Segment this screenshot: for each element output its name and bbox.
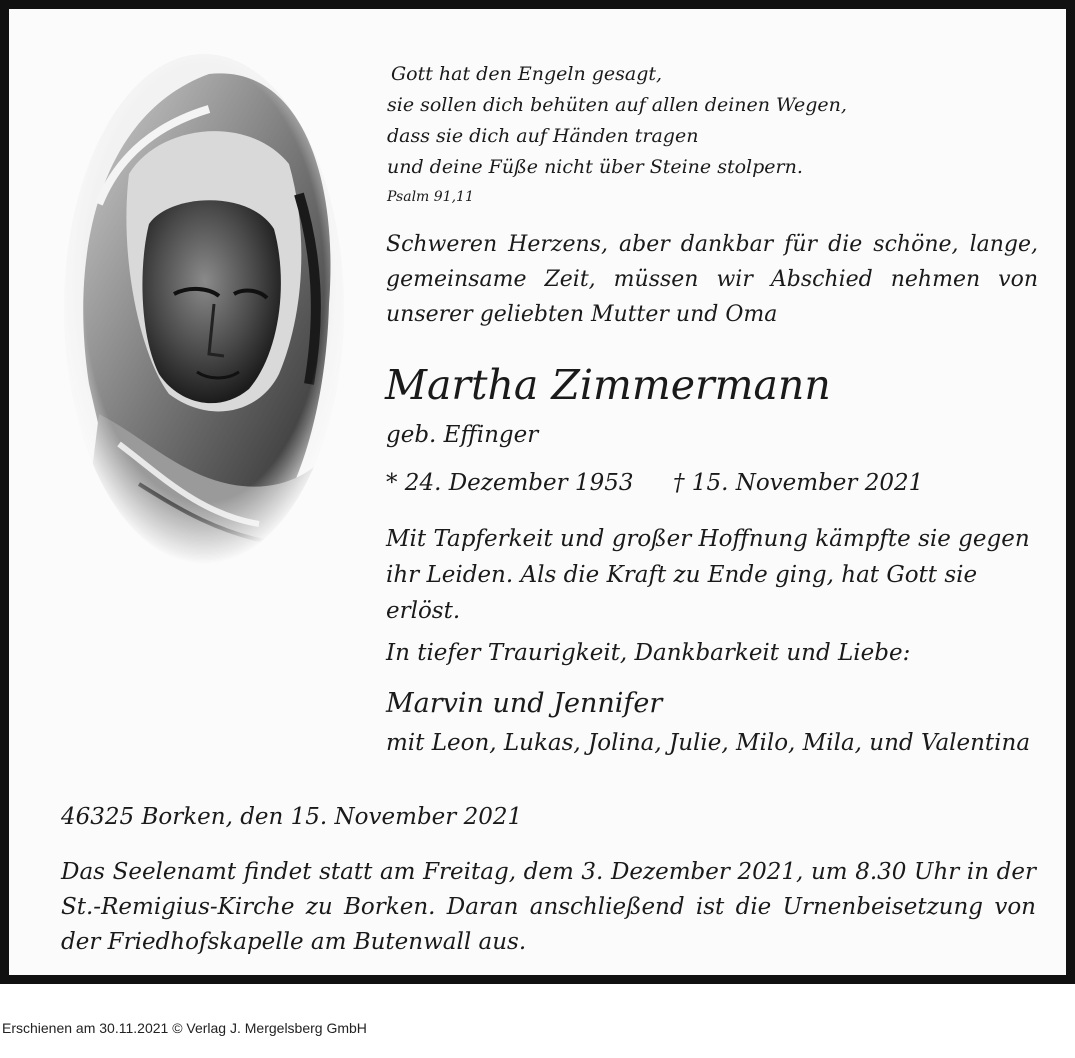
madonna-portrait-image [59,54,349,574]
mourners-names: Marvin und Jennifer [386,688,663,719]
death-date: † 15. November 2021 [673,470,924,496]
psalm-line: Gott hat den Engeln gesagt, [391,63,663,85]
psalm-verse [387,59,847,209]
birth-name: geb. Effinger [386,422,539,448]
service-info: Das Seelenamt findet statt am Freitag, dem 3. Dezember 2021, um 8.30 Uhr in der St.-Remigius-Kirche zu Borken. Daran anschließend ist die Urnenbeisetzung von der Friedhofskapelle am Butenwall aus. [61,859,1036,955]
birth-date: * 24. Dezember 1953 [386,470,634,496]
psalm-reference: Psalm 91,11 [387,189,474,205]
psalm-line: sie sollen dich behüten auf allen deinen Wegen, [387,94,847,116]
life-dates [386,465,1046,501]
intro-text: Schweren Herzens, aber dankbar für die schöne, lange, gemeinsame Zeit, müssen wir Abschied nehmen von unserer geliebten Mutter und Oma [386,232,1038,327]
publication-footer: Erschienen am 30.11.2021 © Verlag J. Mergelsberg GmbH [2,1020,367,1036]
psalm-line: und deine Füße nicht über Steine stolpern. [387,156,803,178]
psalm-line: dass sie dich auf Händen tragen [387,125,699,147]
mourners-intro: In tiefer Traurigkeit, Dankbarkeit und Liebe: [386,640,911,666]
deceased-name: Martha Zimmermann [385,361,831,409]
grandchildren-names: mit Leon, Lukas, Jolina, Julie, Milo, Mila, und Valentina [386,730,1031,756]
tribute-text: Mit Tapferkeit und großer Hoffnung kämpfte sie gegen ihr Leiden. Als die Kraft zu Ende ging, hat Gott sie erlöst. [386,526,1030,624]
place-and-date: 46325 Borken, den 15. November 2021 [61,804,523,830]
